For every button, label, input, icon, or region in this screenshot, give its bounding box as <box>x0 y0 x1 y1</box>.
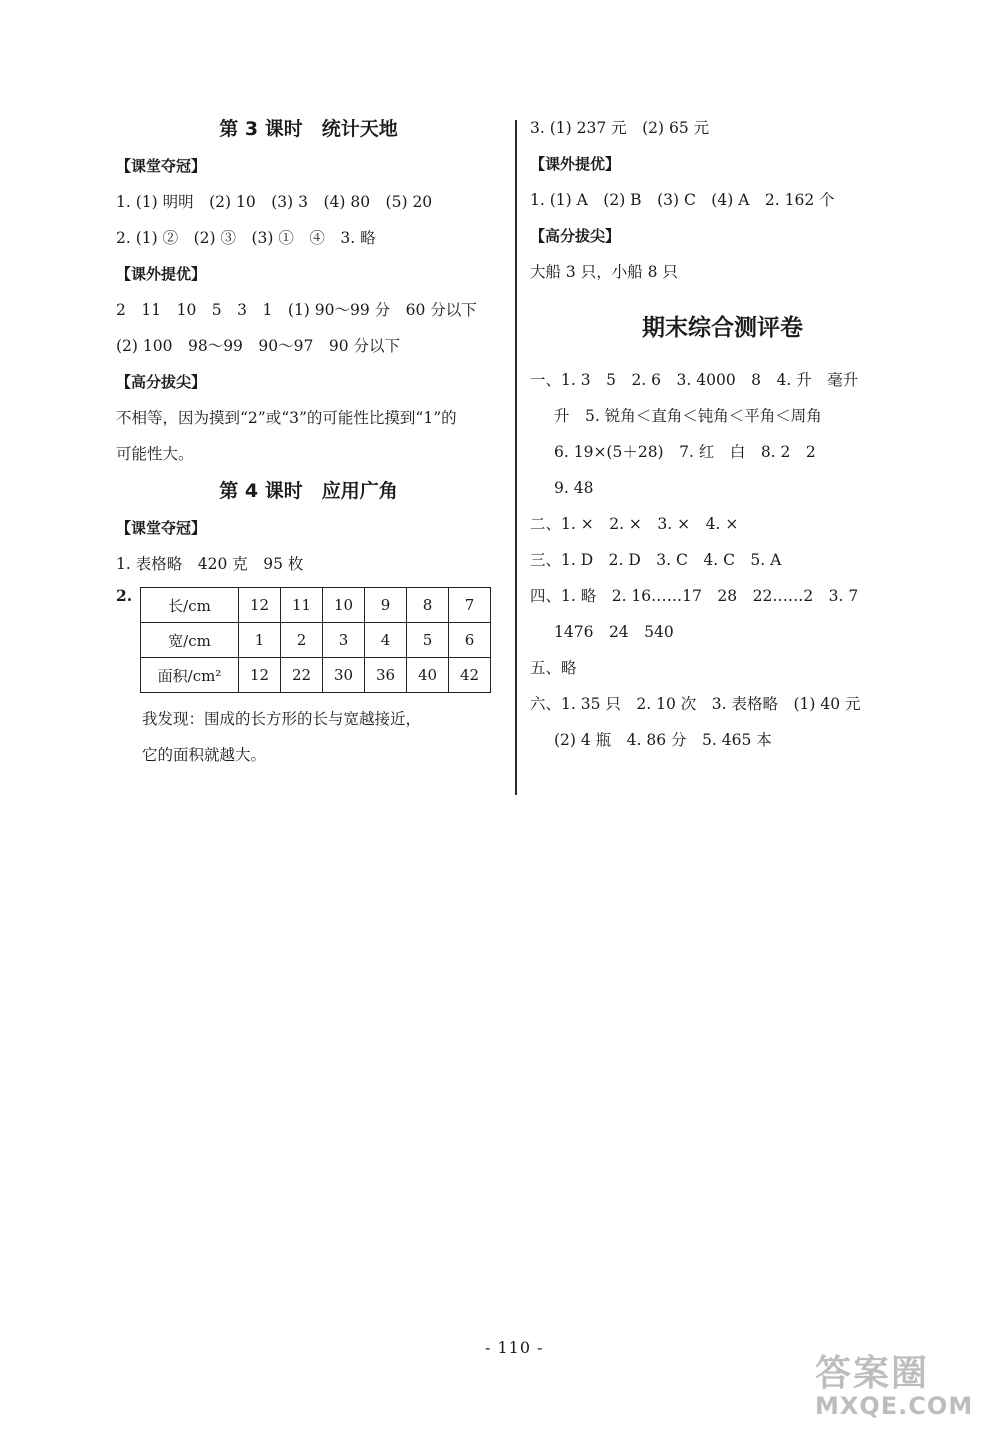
table-row <box>141 658 491 693</box>
table-row-label: 宽/cm <box>141 623 239 658</box>
watermark-main: 答案圈 <box>815 1353 930 1394</box>
lesson4-answer-1: 1. 表格略 420 克 95 枚 <box>116 555 304 573</box>
right-answer-extra: 1. (1) A (2) B (3) C (4) A 2. 162 个 <box>530 191 835 209</box>
right-answer-3: 3. (1) 237 元 (2) 65 元 <box>530 119 710 137</box>
table-cell: 7 <box>449 588 491 623</box>
right-column <box>530 110 915 758</box>
right-answer-advanced: 大船 3 只，小船 8 只 <box>530 263 678 281</box>
final-answer-3: 6. 19×(5＋28) 7. 红 白 8. 2 2 <box>554 443 816 461</box>
column-divider <box>515 120 517 795</box>
table-cell: 8 <box>407 588 449 623</box>
table-cell: 12 <box>239 588 281 623</box>
lesson3-section-advanced: 【高分拔尖】 <box>116 373 207 391</box>
table-cell: 42 <box>449 658 491 693</box>
final-answer-10: 六、1. 35 只 2. 10 次 3. 表格略 (1) 40 元 <box>530 695 861 713</box>
table-cell: 10 <box>323 588 365 623</box>
table-cell: 22 <box>281 658 323 693</box>
page-number: - 110 - <box>485 1338 544 1357</box>
rectangle-table <box>140 587 491 693</box>
table-cell: 36 <box>365 658 407 693</box>
table-number: 2. <box>116 586 133 605</box>
discovery-note-2: 它的面积就越大。 <box>142 746 267 764</box>
table-cell: 4 <box>365 623 407 658</box>
table-cell: 2 <box>281 623 323 658</box>
final-answer-11: (2) 4 瓶 4. 86 分 5. 465 本 <box>554 731 772 749</box>
table-row <box>141 588 491 623</box>
table-cell: 30 <box>323 658 365 693</box>
table-cell: 40 <box>407 658 449 693</box>
right-section-extra: 【课外提优】 <box>530 155 621 173</box>
final-answer-8: 1476 24 540 <box>554 623 674 641</box>
final-answer-2: 升 5. 锐角＜直角＜钝角＜平角＜周角 <box>554 407 822 425</box>
table-cell: 3 <box>323 623 365 658</box>
right-section-advanced: 【高分拔尖】 <box>530 227 621 245</box>
table-row-label: 长/cm <box>141 588 239 623</box>
final-answer-7: 四、1. 略 2. 16……17 28 22……2 3. 7 <box>530 587 859 605</box>
final-answer-4: 9. 48 <box>554 479 594 497</box>
lesson3-answer-6: 可能性大。 <box>116 445 194 463</box>
lesson3-answer-1: 1. (1) 明明 (2) 10 (3) 3 (4) 80 (5) 20 <box>116 193 433 211</box>
final-answer-5: 二、1. × 2. × 3. × 4. × <box>530 515 739 533</box>
lesson3-answer-3: 2 11 10 5 3 1 (1) 90～99 分 60 分以下 <box>116 301 477 319</box>
final-answer-9: 五、略 <box>530 659 577 677</box>
table-cell: 12 <box>239 658 281 693</box>
table-row <box>141 623 491 658</box>
discovery-note-1: 我发现：围成的长方形的长与宽越接近， <box>142 710 422 728</box>
lesson3-title: 第 3 课时 统计天地 <box>219 118 398 140</box>
lesson4-title: 第 4 课时 应用广角 <box>219 480 398 502</box>
lesson3-section-classroom: 【课堂夺冠】 <box>116 157 207 175</box>
lesson4-table-block <box>116 586 501 701</box>
final-answer-6: 三、1. D 2. D 3. C 4. C 5. A <box>530 551 782 569</box>
lesson3-section-extra: 【课外提优】 <box>116 265 207 283</box>
table-cell: 9 <box>365 588 407 623</box>
final-answer-1: 一、1. 3 5 2. 6 3. 4000 8 4. 升 毫升 <box>530 371 859 389</box>
watermark-logo <box>815 1345 973 1420</box>
table-cell: 11 <box>281 588 323 623</box>
lesson3-answer-2: 2. (1) ② (2) ③ (3) ① ④ 3. 略 <box>116 229 376 247</box>
lesson4-section-classroom: 【课堂夺冠】 <box>116 519 207 537</box>
final-exam-title: 期末综合测评卷 <box>642 315 803 341</box>
table-cell: 1 <box>239 623 281 658</box>
table-cell: 6 <box>449 623 491 658</box>
watermark-sub: MXQE.COM <box>815 1392 974 1420</box>
table-cell: 5 <box>407 623 449 658</box>
table-row-label: 面积/cm² <box>141 658 239 693</box>
lesson3-answer-4: (2) 100 98～99 90～97 90 分以下 <box>116 337 401 355</box>
lesson3-answer-5: 不相等，因为摸到“2”或“3”的可能性比摸到“1”的 <box>116 409 457 427</box>
left-column <box>116 110 501 773</box>
